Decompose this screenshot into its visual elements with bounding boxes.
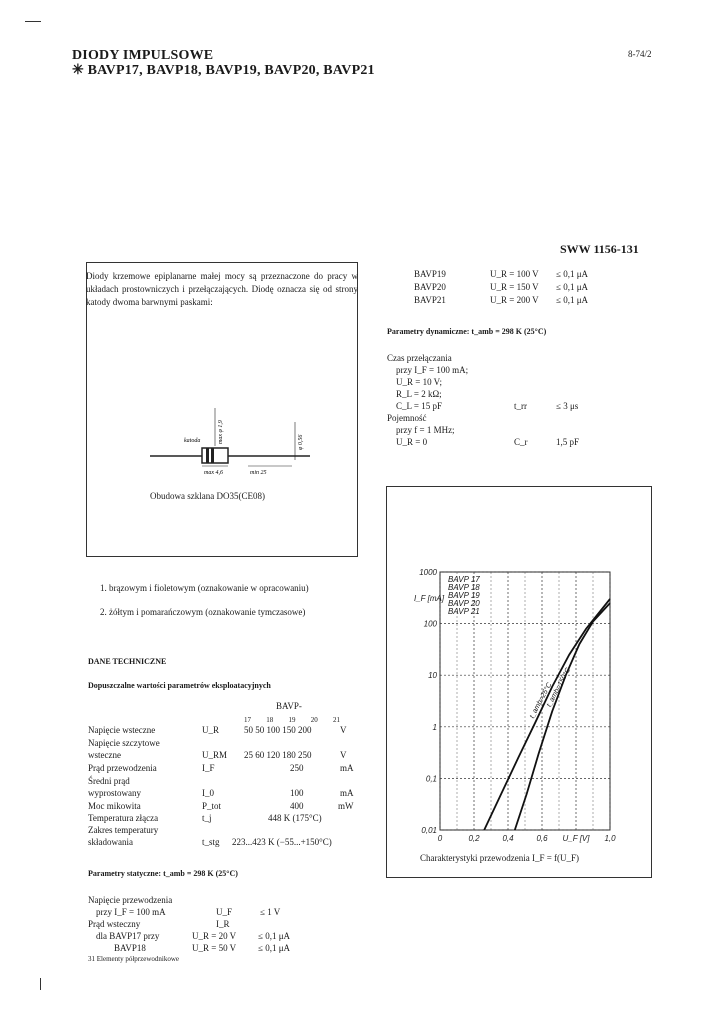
chart-caption: Charakterystyki przewodzenia I_F = f(U_F)	[420, 853, 580, 863]
limits-row-unit: V	[340, 750, 347, 760]
type-col-18: 18	[266, 716, 274, 724]
standard-number: SWW 1156-131	[560, 242, 639, 256]
chart-x-tick-label: 0,4	[502, 834, 514, 843]
limits-row-values: 448 K (175°C)	[268, 813, 322, 823]
static-row-value: ≤ 0,1 μA	[258, 931, 291, 941]
chart-legend	[448, 576, 480, 616]
chart-series-line	[484, 599, 610, 830]
reverse-current-value: ≤ 0,1 μA	[556, 269, 589, 279]
chart-series-label: t_amb=25°C	[528, 681, 554, 720]
static-heading: Parametry statyczne: t_amb = 298 K (25°C)	[88, 869, 238, 878]
page-title-line2: ✳ BAVP17, BAVP18, BAVP19, BAVP20, BAVP21	[72, 63, 375, 78]
dynamic-row-label: przy f = 1 MHz;	[396, 425, 455, 435]
limits-row-symbol: P_tot	[202, 801, 222, 811]
chart-x-tick-label: 0,6	[536, 834, 548, 843]
chart-x-tick-label: 0	[437, 834, 443, 843]
chart-y-tick-label: 1	[432, 722, 437, 732]
limits-heading: Dopuszczalne wartości parametrów eksploatacyjnych	[88, 681, 271, 690]
static-row-value: ≤ 1 V	[260, 907, 281, 917]
corner-mark	[25, 21, 41, 22]
static-row-label: dla BAVP17 przy	[96, 931, 160, 941]
static-row-condition: U_R = 20 V	[192, 931, 237, 941]
cathode-band-2	[211, 448, 214, 463]
label-katoda: katoda	[184, 438, 201, 444]
legend-entry: BAVP 21	[448, 607, 480, 616]
page-footer: 31 Elementy półprzewodnikowe	[88, 955, 179, 963]
diode-body	[202, 448, 228, 463]
type-col-21: 21	[333, 716, 340, 724]
chart-y-tick-label: 10	[428, 671, 437, 681]
chart-ylabel: I_F [mA]	[414, 594, 445, 603]
reverse-current-condition: U_R = 100 V	[490, 269, 539, 279]
static-row-condition: U_R = 50 V	[192, 943, 237, 953]
static-row-label: Prąd wsteczny	[88, 919, 141, 929]
type-col-19: 19	[288, 716, 296, 724]
limits-row-symbol: t_j	[202, 813, 212, 823]
limits-row-name: Temperatura złącza	[88, 813, 159, 823]
limits-row-values: 25 60 120 180 250	[244, 750, 312, 760]
diode-package-drawing	[150, 400, 320, 480]
dynamic-row-label: Czas przełączania	[387, 353, 452, 363]
chart-x-tick-label: 0,2	[468, 834, 480, 843]
chart-y-tick-label: 0,1	[425, 774, 437, 784]
marking-item-2: 2. żółtym i pomarańczowym (oznakowanie tymczasowe)	[100, 607, 306, 617]
limits-row-values: 400	[290, 801, 304, 811]
limits-row-name: Prąd przewodzenia	[88, 763, 157, 773]
limits-row-values: 250	[290, 763, 304, 773]
limits-row-name: Napięcie wsteczne	[88, 725, 156, 735]
limits-row-name: Zakres temperatury składowania	[88, 825, 159, 847]
description-text: Diody krzemowe epiplanarne małej mocy są przeznaczone do pracy w układach prostowniczych i przełączających. Diodę oznacza się od strony katody dwoma barwnymi paskami:	[86, 271, 358, 307]
reverse-current-device: BAVP20	[414, 282, 446, 292]
dynamic-row-symbol: t_rr	[514, 401, 527, 411]
limits-row-symbol: I_F	[202, 763, 215, 773]
label-lead-diameter: φ 0,56	[298, 434, 304, 450]
static-row-label: BAVP18	[114, 943, 146, 953]
legend-entry: BAVP 19	[448, 591, 480, 600]
limits-row-symbol: U_RM	[202, 750, 228, 760]
reverse-current-value: ≤ 0,1 μA	[556, 282, 589, 292]
chart-y-tick-label: 100	[423, 619, 437, 629]
dynamic-row-label: przy I_F = 100 mA;	[396, 365, 469, 375]
chart-y-tick-label: 0,01	[421, 826, 437, 835]
dynamic-row-label: U_R = 10 V;	[396, 377, 442, 387]
static-row-symbol: U_F	[216, 907, 233, 917]
limits-row-values: 50 50 100 150 200	[244, 725, 312, 735]
limits-row-unit: mA	[340, 788, 354, 798]
dynamic-heading: Parametry dynamiczne: t_amb = 298 K (25°C)	[387, 327, 547, 336]
legend-entry: BAVP 17	[448, 575, 480, 584]
dynamic-row-value: 1,5 pF	[556, 437, 580, 447]
cathode-band-1	[206, 448, 209, 463]
chart-series-label: t_amb=150°C	[545, 666, 573, 709]
page-title-line1: DIODY IMPULSOWE	[72, 48, 214, 63]
limits-row-name: Napięcie szczytowe wsteczne	[88, 738, 160, 760]
limits-types-row	[244, 716, 340, 724]
static-row-label: przy I_F = 100 mA	[96, 907, 166, 917]
limits-row-symbol: I_0	[202, 788, 214, 798]
chart-x-tick-label: 1,0	[604, 834, 616, 843]
dynamic-row-label: U_R = 0	[396, 437, 428, 447]
limits-row-symbol: U_R	[202, 725, 220, 735]
limits-row-unit: V	[340, 725, 347, 735]
limits-row-symbol: t_stg	[202, 837, 220, 847]
label-body-length: max 4,6	[204, 470, 223, 476]
limits-group-label: BAVP-	[276, 701, 302, 711]
page-reference: 8-74/2	[628, 49, 652, 59]
section-heading-tech-data: DANE TECHNICZNE	[88, 657, 167, 666]
type-col-17: 17	[244, 716, 251, 724]
dynamic-row-label: C_L = 15 pF	[396, 401, 442, 411]
static-row-value: ≤ 0,1 μA	[258, 943, 291, 953]
legend-entry: BAVP 18	[448, 583, 480, 592]
marking-item-1: 1. brązowym i fioletowym (oznakowanie w opracowaniu)	[100, 583, 309, 593]
package-caption: Obudowa szklana DO35(CE08)	[150, 491, 265, 501]
reverse-current-condition: U_R = 200 V	[490, 295, 539, 305]
type-col-20: 20	[310, 716, 318, 724]
legend-entry: BAVP 20	[448, 599, 480, 608]
label-body-diameter: max φ 1,9	[218, 420, 224, 444]
reverse-current-device: BAVP19	[414, 269, 446, 279]
static-row-symbol: I_R	[216, 919, 230, 929]
label-lead-length: min 25	[250, 470, 267, 476]
limits-row-unit: mW	[338, 801, 354, 811]
reverse-current-value: ≤ 0,1 μA	[556, 295, 589, 305]
forward-characteristics-chart	[410, 566, 630, 848]
reverse-current-condition: U_R = 150 V	[490, 282, 539, 292]
dynamic-row-label: R_L = 2 kΩ;	[396, 389, 442, 399]
limits-row-name: Moc mikowita	[88, 801, 141, 811]
chart-y-tick-label: 1000	[419, 568, 437, 577]
dynamic-row-symbol: C_r	[514, 437, 528, 447]
limits-row-values: 100	[290, 788, 304, 798]
limits-row-unit: mA	[340, 763, 354, 773]
static-row-label: Napięcie przewodzenia	[88, 895, 173, 905]
limits-row-values: 223...423 K (−55...+150°C)	[232, 837, 332, 847]
reverse-current-device: BAVP21	[414, 295, 446, 305]
limits-row-name: Średni prąd wyprostowany	[88, 776, 141, 798]
corner-mark	[40, 978, 41, 990]
chart-x-tick-label: U_F [V]	[562, 834, 590, 843]
dynamic-row-value: ≤ 3 μs	[556, 401, 579, 411]
dynamic-row-label: Pojemność	[387, 413, 427, 423]
